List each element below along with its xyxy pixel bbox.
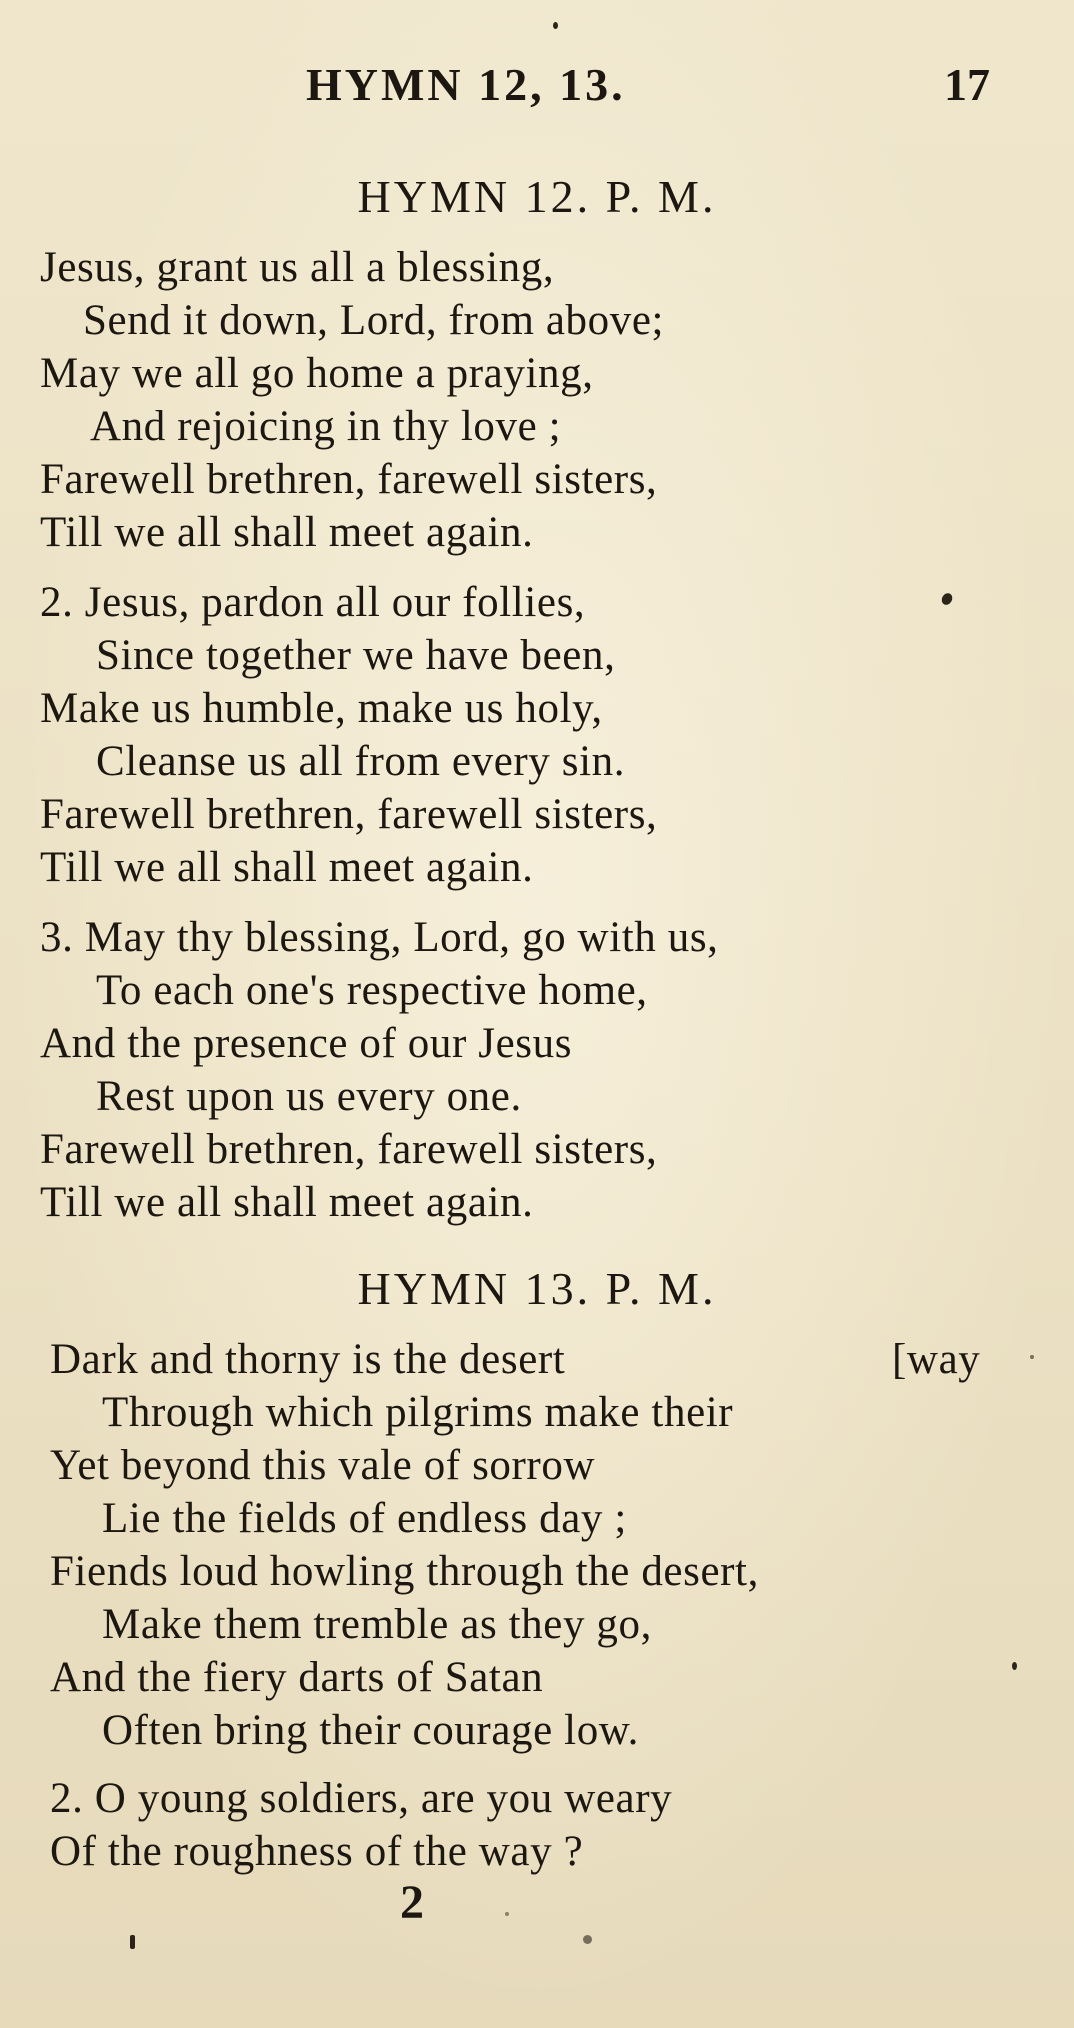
verse-line: Often bring their courage low. (102, 1707, 640, 1754)
ink-speck (130, 1935, 135, 1949)
verse-line: Fiends loud howling through the desert, (50, 1548, 759, 1595)
page-number: 17 (944, 59, 990, 110)
verse-line: Send it down, Lord, from above; (83, 297, 665, 344)
hymn-12-title: HYMN 12. P. M. (357, 171, 717, 222)
ink-speck (583, 1935, 592, 1944)
ink-speck (940, 591, 955, 606)
signature-mark: 2 (400, 1876, 424, 1929)
verse-line: Rest upon us every one. (96, 1073, 522, 1120)
verse-line: Through which pilgrims make their (102, 1389, 734, 1436)
verse-line: Of the roughness of the way ? (50, 1828, 584, 1875)
verse-line: Till we all shall meet again. (40, 844, 534, 891)
hymn-13-title: HYMN 13. P. M. (357, 1263, 717, 1314)
verse-line: May we all go home a praying, (40, 350, 594, 397)
verse-line: Till we all shall meet again. (40, 509, 534, 556)
verse-line: Make them tremble as they go, (102, 1601, 652, 1648)
verse-line: Since together we have been, (96, 632, 616, 679)
verse-line: Yet beyond this vale of sorrow (50, 1442, 596, 1489)
ink-speck (1030, 1355, 1034, 1359)
running-title: HYMN 12, 13. (306, 59, 626, 110)
verse-line: Dark and thorny is the desert (50, 1336, 566, 1383)
verse-line: 2. Jesus, pardon all our follies, (40, 579, 586, 626)
verse-line: And the presence of our Jesus (40, 1020, 573, 1067)
ink-speck (553, 22, 558, 29)
verse-line: Make us humble, make us holy, (40, 685, 603, 732)
verse-line: Jesus, grant us all a blessing, (40, 244, 555, 291)
ink-speck (505, 1912, 509, 1916)
verse-line: Till we all shall meet again. (40, 1179, 534, 1226)
verse-line: And rejoicing in thy love ; (90, 403, 562, 450)
verse-line: Farewell brethren, farewell sisters, (40, 791, 658, 838)
verse-line: 2. O young soldiers, are you weary (50, 1775, 673, 1822)
verse-line: Farewell brethren, farewell sisters, (40, 1126, 658, 1173)
turnover-word: [way (892, 1336, 981, 1383)
verse-line: And the fiery darts of Satan (50, 1654, 544, 1701)
verse-line: To each one's respective home, (96, 967, 648, 1014)
ink-speck (1012, 1662, 1017, 1670)
verse-line: 3. May thy blessing, Lord, go with us, (40, 914, 719, 961)
running-head (0, 58, 1074, 118)
verse-line: Farewell brethren, farewell sisters, (40, 456, 658, 503)
verse-line: Lie the fields of endless day ; (102, 1495, 627, 1542)
verse-line: Cleanse us all from every sin. (96, 738, 626, 785)
